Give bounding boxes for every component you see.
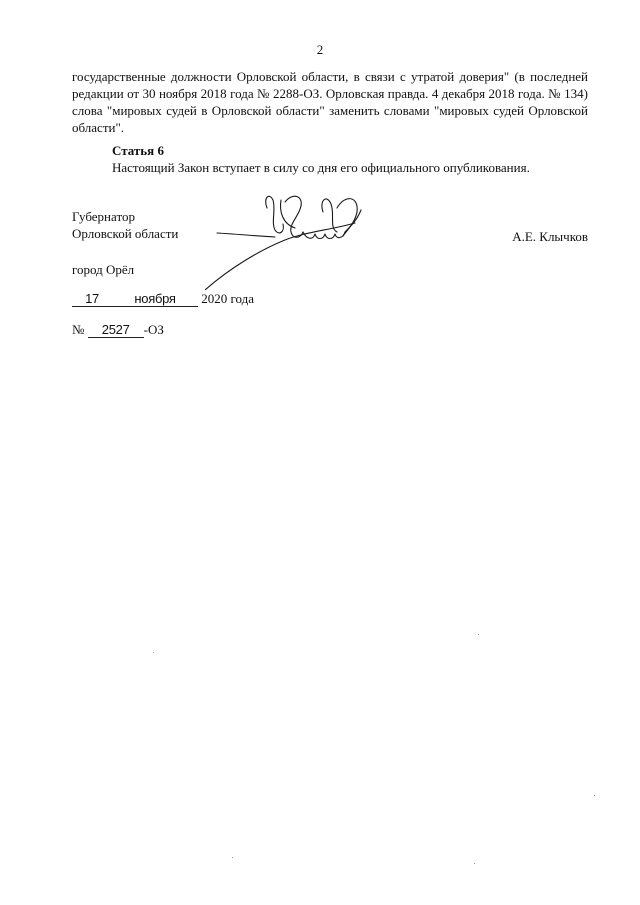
handwritten-signature xyxy=(205,190,375,290)
article-text: Настоящий Закон вступает в силу со дня его официального опубликования. xyxy=(112,160,530,175)
paragraph-line: слова "мировых судей в Орловской области" заменить словами "мировых судей Орловской xyxy=(72,103,588,118)
article-heading: Статья 6 xyxy=(112,143,164,158)
city-label: город Орёл xyxy=(72,262,135,277)
date-year: 2020 года xyxy=(201,291,255,306)
law-number-prefix: № xyxy=(72,322,85,337)
paragraph-line: государственные должности Орловской области, в связи с утратой доверия" (в последней xyxy=(72,69,588,84)
scan-speck xyxy=(153,652,154,653)
scan-speck xyxy=(594,795,595,796)
scan-speck xyxy=(474,863,475,864)
law-number xyxy=(72,322,164,338)
paragraph-line: редакции от 30 ноября 2018 года № 2288-ОЗ. Орловская правда. 4 декабря 2018 года. № 134) xyxy=(72,86,588,101)
signing-date xyxy=(72,291,254,307)
page-number: 2 xyxy=(316,42,324,57)
signatory-title-line2: Орловской области xyxy=(72,226,179,241)
signatory-title-line1: Губернатор xyxy=(72,209,135,224)
signatory-name: А.Е. Клычков xyxy=(512,229,588,244)
date-day: 17 xyxy=(72,292,112,307)
amendment-paragraph xyxy=(72,68,588,136)
date-month: ноября xyxy=(112,292,198,307)
paragraph-line: области". xyxy=(72,120,125,135)
law-number-value: 2527 xyxy=(88,323,144,338)
scan-speck xyxy=(232,857,233,858)
law-number-suffix: -ОЗ xyxy=(143,322,164,337)
scan-speck xyxy=(478,634,479,635)
